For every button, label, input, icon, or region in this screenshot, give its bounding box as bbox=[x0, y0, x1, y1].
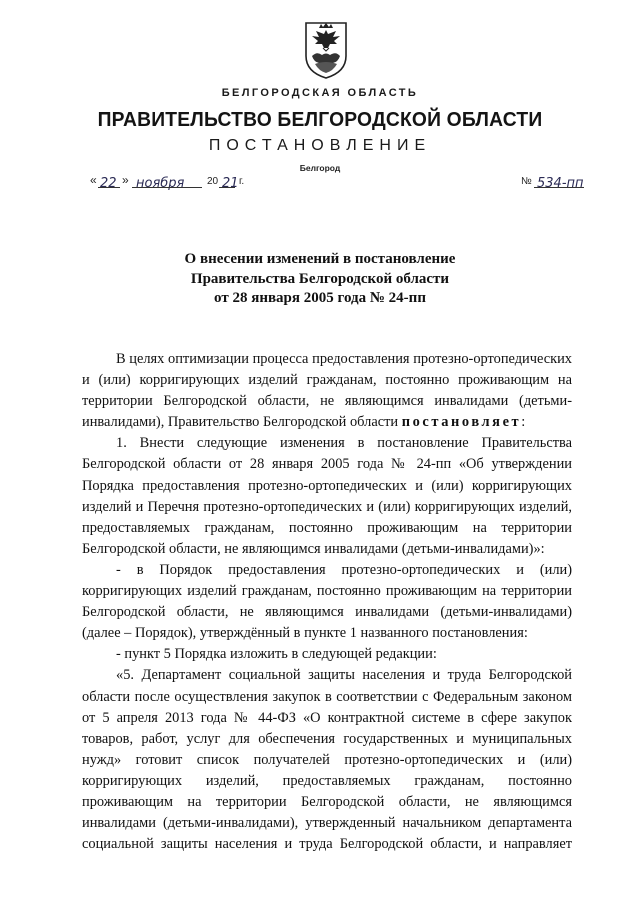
date-month: ноября bbox=[136, 176, 185, 191]
title-line-1: О внесении изменений в постановление bbox=[184, 251, 456, 267]
date-open-quote: « bbox=[90, 173, 97, 187]
title-line-3: от 28 января 2005 года № 24-пп bbox=[214, 290, 426, 306]
government-name: ПРАВИТЕЛЬСТВО БЕЛГОРОДСКОЙ ОБЛАСТИ bbox=[97, 108, 543, 131]
number-value: 534-пп bbox=[537, 176, 584, 191]
paragraph-item-5-text: «5. Департамент социальной защиты населения и труда Белгородской области после осуществления закупок в соответствии с Федеральным законом от 5 апреля 2013 года № 44-ФЗ «О контрактной системе в сфере закупок товаров, работ, услуг для обеспечения государственных и муниципальных нужд» готовит список получателей протезно-ортопедических и (или) корригирующих изделий, предоставляемых гражданам, постоянно проживающим на территории Белгородской области, не являющимся инвалидами (детьми-инвалидами), утвержденный начальником департамента социальной защиты населения и труда Белгородской области, и направляет bbox=[82, 667, 572, 853]
date-year-prefix: 20 bbox=[207, 176, 219, 187]
resolves-word: постановляет bbox=[401, 414, 522, 431]
paragraph-procedure: - в Порядок предоставления протезно-ортопедических и (или) корригирующих изделий гражданам, постоянно проживающим на территории Белгородской области, не являющимся инвалидами (детьми-инвалидами) (далее – Порядок), утверждённый в пункте 1 названного постановления: bbox=[82, 561, 572, 642]
date-year-unit: г. bbox=[239, 176, 245, 187]
region-name: БЕЛГОРОДСКАЯ ОБЛАСТЬ bbox=[221, 87, 419, 99]
title-line-2: Правительства Белгородской области bbox=[190, 270, 450, 287]
date-day: 22 bbox=[100, 176, 117, 191]
document-body bbox=[82, 349, 572, 855]
document-title bbox=[0, 250, 640, 309]
paragraph-item-1: 1. Внести следующие изменения в постановление Правительства Белгородской области от 28 января 2005 года № 24-пп «Об утверждении Порядка предоставления протезно-ортопедических и (или) корригирующих изделий и Перечня протезно-ортопедических и (или) корригирующих изделий, предоставляемых гражданам, постоянно проживающим на территории Белгородской области, не являющимся инвалидами (детьми-инвалидами)»: bbox=[82, 435, 572, 557]
coat-of-arms-icon bbox=[303, 20, 349, 80]
number-label: № bbox=[521, 176, 532, 187]
city-name: Белгород bbox=[299, 163, 341, 173]
paragraph-item-5-intro: - пункт 5 Порядка изложить в следующей редакции: bbox=[116, 646, 437, 663]
date-close-quote: » bbox=[122, 173, 129, 187]
date-year-suffix: 21 bbox=[222, 176, 239, 191]
document-type: ПОСТАНОВЛЕНИЕ bbox=[208, 137, 432, 154]
paragraph-preamble: В целях оптимизации процесса предоставления протезно-ортопедических и (или) корригирующих изделий гражданам, постоянно проживающим на территории Белгородской области, не являющимся инвалидами (детьми-инвалидами), Правительство Белгородской области постановляет: bbox=[82, 351, 572, 431]
